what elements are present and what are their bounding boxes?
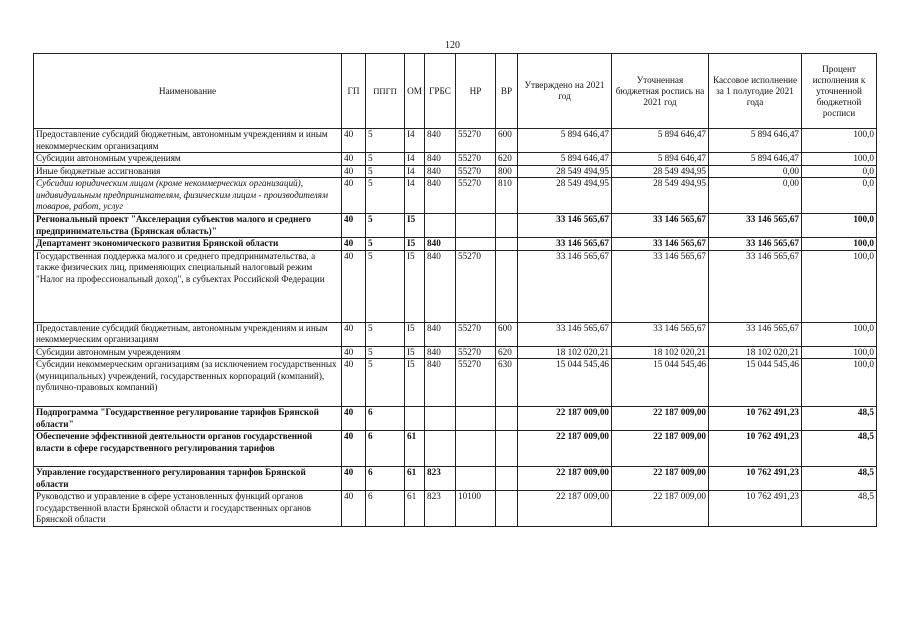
cell-gp: 40	[342, 238, 366, 251]
cell-cash: 5 894 646,47	[709, 129, 802, 153]
table-row	[34, 467, 877, 491]
cell-vr: 620	[496, 153, 518, 166]
budget-table	[33, 53, 877, 527]
table-row	[34, 407, 877, 431]
col-header-ppgp: ППГП	[366, 54, 405, 129]
cell-grbs: 840	[425, 129, 456, 153]
cell-gp: 40	[342, 214, 366, 238]
cell-grbs	[425, 431, 456, 467]
cell-grbs: 840	[425, 346, 456, 359]
cell-gp: 40	[342, 359, 366, 407]
cell-ppgp: 5	[366, 129, 405, 153]
cell-gp: 40	[342, 129, 366, 153]
cell-om: I4	[405, 129, 425, 153]
cell-refined: 33 146 565,67	[612, 238, 709, 251]
cell-approved: 18 102 020,21	[518, 346, 612, 359]
cell-ppgp: 5	[366, 250, 405, 322]
col-header-name: Наименование	[34, 54, 342, 129]
cell-name: Региональный проект "Акселерация субъектов малого и среднего предпринимательства (Брянская область)"	[34, 214, 342, 238]
cell-approved: 22 187 009,00	[518, 431, 612, 467]
cell-vr	[496, 431, 518, 467]
cell-percent: 100,0	[802, 214, 877, 238]
cell-cash: 10 762 491,23	[709, 467, 802, 491]
cell-percent: 100,0	[802, 346, 877, 359]
cell-om: I5	[405, 238, 425, 251]
col-header-vr: ВР	[496, 54, 518, 129]
cell-grbs: 823	[425, 467, 456, 491]
cell-gp: 40	[342, 491, 366, 527]
cell-nr: 55270	[456, 153, 496, 166]
cell-nr: 55270	[456, 165, 496, 178]
cell-refined: 5 894 646,47	[612, 129, 709, 153]
cell-percent: 100,0	[802, 153, 877, 166]
cell-gp: 40	[342, 467, 366, 491]
col-header-gp: ГП	[342, 54, 366, 129]
col-header-grbs: ГРБС	[425, 54, 456, 129]
cell-approved: 33 146 565,67	[518, 322, 612, 346]
cell-percent: 48,5	[802, 407, 877, 431]
cell-om	[405, 407, 425, 431]
cell-om: 61	[405, 467, 425, 491]
table-row	[34, 250, 877, 322]
cell-ppgp: 5	[366, 178, 405, 214]
cell-percent: 48,5	[802, 431, 877, 467]
cell-approved: 33 146 565,67	[518, 250, 612, 322]
cell-refined: 28 549 494,95	[612, 178, 709, 214]
cell-name: Подпрограмма "Государственное регулирование тарифов Брянской области"	[34, 407, 342, 431]
cell-name: Государственная поддержка малого и среднего предпринимательства, а также физических лиц, применяющих специальный налоговый режим "Налог на профессиональный доход", в субъектах Российской Федерации	[34, 250, 342, 322]
table-row	[34, 153, 877, 166]
col-header-refined: Уточненная бюджетная роспись на 2021 год	[612, 54, 709, 129]
cell-om: I5	[405, 346, 425, 359]
cell-gp: 40	[342, 407, 366, 431]
table-row	[34, 322, 877, 346]
cell-ppgp: 5	[366, 214, 405, 238]
cell-percent: 0,0	[802, 178, 877, 214]
cell-om: 61	[405, 491, 425, 527]
cell-grbs: 840	[425, 153, 456, 166]
cell-gp: 40	[342, 346, 366, 359]
cell-approved: 22 187 009,00	[518, 467, 612, 491]
table-row	[34, 165, 877, 178]
cell-gp: 40	[342, 178, 366, 214]
col-header-om: ОМ	[405, 54, 425, 129]
cell-cash: 0,00	[709, 178, 802, 214]
cell-nr: 10100	[456, 491, 496, 527]
col-header-percent: Процент исполнения к уточненной бюджетной росписи	[802, 54, 877, 129]
cell-grbs: 840	[425, 178, 456, 214]
cell-ppgp: 5	[366, 153, 405, 166]
cell-ppgp: 5	[366, 346, 405, 359]
cell-percent: 0,0	[802, 165, 877, 178]
cell-ppgp: 6	[366, 407, 405, 431]
cell-nr	[456, 214, 496, 238]
cell-nr	[456, 238, 496, 251]
cell-refined: 33 146 565,67	[612, 322, 709, 346]
cell-vr	[496, 214, 518, 238]
cell-grbs	[425, 214, 456, 238]
table-row	[34, 214, 877, 238]
cell-om: I4	[405, 153, 425, 166]
cell-nr: 55270	[456, 359, 496, 407]
cell-nr: 55270	[456, 322, 496, 346]
cell-vr	[496, 238, 518, 251]
cell-approved: 33 146 565,67	[518, 238, 612, 251]
cell-vr: 800	[496, 165, 518, 178]
cell-approved: 22 187 009,00	[518, 491, 612, 527]
cell-ppgp: 5	[366, 322, 405, 346]
cell-approved: 22 187 009,00	[518, 407, 612, 431]
cell-name: Департамент экономического развития Брянской области	[34, 238, 342, 251]
cell-cash: 33 146 565,67	[709, 250, 802, 322]
cell-approved: 15 044 545,46	[518, 359, 612, 407]
cell-name: Субсидии автономным учреждениям	[34, 153, 342, 166]
cell-ppgp: 5	[366, 359, 405, 407]
cell-cash: 15 044 545,46	[709, 359, 802, 407]
cell-refined: 33 146 565,67	[612, 250, 709, 322]
cell-cash: 33 146 565,67	[709, 238, 802, 251]
cell-vr: 630	[496, 359, 518, 407]
table-row	[34, 129, 877, 153]
cell-name: Управление государственного регулирования тарифов Брянской области	[34, 467, 342, 491]
cell-name: Обеспечение эффективной деятельности органов государственной власти в сфере государственного регулирования тарифов	[34, 431, 342, 467]
cell-percent: 100,0	[802, 359, 877, 407]
cell-name: Субсидии юридическим лицам (кроме некоммерческих организаций), индивидуальным предпринимателям, физическим лицам - производителям товаров, работ, услуг	[34, 178, 342, 214]
cell-percent: 48,5	[802, 467, 877, 491]
cell-name: Субсидии некоммерческим организациям (за исключением государственных (муниципальных) учреждений, государственных корпораций (компаний), публично-правовых компаний)	[34, 359, 342, 407]
cell-name: Предоставление субсидий бюджетным, автономным учреждениям и иным некоммерческим организациям	[34, 129, 342, 153]
cell-name: Субсидии автономным учреждениям	[34, 346, 342, 359]
cell-percent: 48,5	[802, 491, 877, 527]
cell-approved: 28 549 494,95	[518, 165, 612, 178]
cell-nr: 55270	[456, 178, 496, 214]
cell-nr: 55270	[456, 346, 496, 359]
cell-refined: 33 146 565,67	[612, 214, 709, 238]
cell-grbs: 840	[425, 359, 456, 407]
cell-om: I5	[405, 359, 425, 407]
cell-refined: 18 102 020,21	[612, 346, 709, 359]
cell-name: Иные бюджетные ассигнования	[34, 165, 342, 178]
cell-cash: 18 102 020,21	[709, 346, 802, 359]
cell-refined: 22 187 009,00	[612, 431, 709, 467]
cell-grbs: 840	[425, 322, 456, 346]
cell-vr	[496, 467, 518, 491]
cell-vr: 620	[496, 346, 518, 359]
cell-cash: 5 894 646,47	[709, 153, 802, 166]
cell-gp: 40	[342, 431, 366, 467]
cell-ppgp: 6	[366, 491, 405, 527]
cell-refined: 22 187 009,00	[612, 407, 709, 431]
cell-refined: 15 044 545,46	[612, 359, 709, 407]
cell-cash: 10 762 491,23	[709, 491, 802, 527]
table-row	[34, 431, 877, 467]
cell-nr	[456, 467, 496, 491]
cell-gp: 40	[342, 153, 366, 166]
cell-approved: 33 146 565,67	[518, 214, 612, 238]
cell-om: I5	[405, 214, 425, 238]
cell-gp: 40	[342, 165, 366, 178]
cell-cash: 33 146 565,67	[709, 322, 802, 346]
cell-grbs: 840	[425, 165, 456, 178]
table-header-row	[34, 54, 877, 129]
cell-om: 61	[405, 431, 425, 467]
cell-grbs: 840	[425, 238, 456, 251]
cell-percent: 100,0	[802, 322, 877, 346]
cell-om: I5	[405, 322, 425, 346]
cell-vr: 600	[496, 322, 518, 346]
cell-vr	[496, 250, 518, 322]
cell-name: Руководство и управление в сфере установленных функций органов государственной власти Брянской области и государственных органов Брянской области	[34, 491, 342, 527]
table-row	[34, 178, 877, 214]
cell-refined: 5 894 646,47	[612, 153, 709, 166]
cell-refined: 28 549 494,95	[612, 165, 709, 178]
cell-nr	[456, 407, 496, 431]
cell-ppgp: 5	[366, 165, 405, 178]
cell-ppgp: 6	[366, 467, 405, 491]
cell-ppgp: 6	[366, 431, 405, 467]
cell-nr	[456, 431, 496, 467]
cell-vr: 600	[496, 129, 518, 153]
cell-name: Предоставление субсидий бюджетным, автономным учреждениям и иным некоммерческим организациям	[34, 322, 342, 346]
cell-vr: 810	[496, 178, 518, 214]
cell-refined: 22 187 009,00	[612, 467, 709, 491]
cell-percent: 100,0	[802, 238, 877, 251]
page-number: 120	[445, 40, 460, 51]
cell-cash: 10 762 491,23	[709, 407, 802, 431]
table-row	[34, 346, 877, 359]
cell-nr: 55270	[456, 250, 496, 322]
cell-approved: 5 894 646,47	[518, 153, 612, 166]
table-row	[34, 491, 877, 527]
cell-percent: 100,0	[802, 129, 877, 153]
cell-grbs: 823	[425, 491, 456, 527]
cell-grbs: 840	[425, 250, 456, 322]
col-header-cash: Кассовое исполнение за 1 полугодие 2021 года	[709, 54, 802, 129]
table-row	[34, 359, 877, 407]
cell-refined: 22 187 009,00	[612, 491, 709, 527]
col-header-approved: Утверждено на 2021 год	[518, 54, 612, 129]
col-header-nr: НР	[456, 54, 496, 129]
cell-cash: 0,00	[709, 165, 802, 178]
cell-grbs	[425, 407, 456, 431]
cell-om: I5	[405, 250, 425, 322]
cell-cash: 33 146 565,67	[709, 214, 802, 238]
cell-gp: 40	[342, 322, 366, 346]
cell-ppgp: 5	[366, 238, 405, 251]
cell-vr	[496, 491, 518, 527]
cell-cash: 10 762 491,23	[709, 431, 802, 467]
cell-approved: 5 894 646,47	[518, 129, 612, 153]
cell-percent: 100,0	[802, 250, 877, 322]
cell-om: I4	[405, 178, 425, 214]
cell-gp: 40	[342, 250, 366, 322]
cell-vr	[496, 407, 518, 431]
cell-nr: 55270	[456, 129, 496, 153]
cell-approved: 28 549 494,95	[518, 178, 612, 214]
cell-om: I4	[405, 165, 425, 178]
table-row	[34, 238, 877, 251]
